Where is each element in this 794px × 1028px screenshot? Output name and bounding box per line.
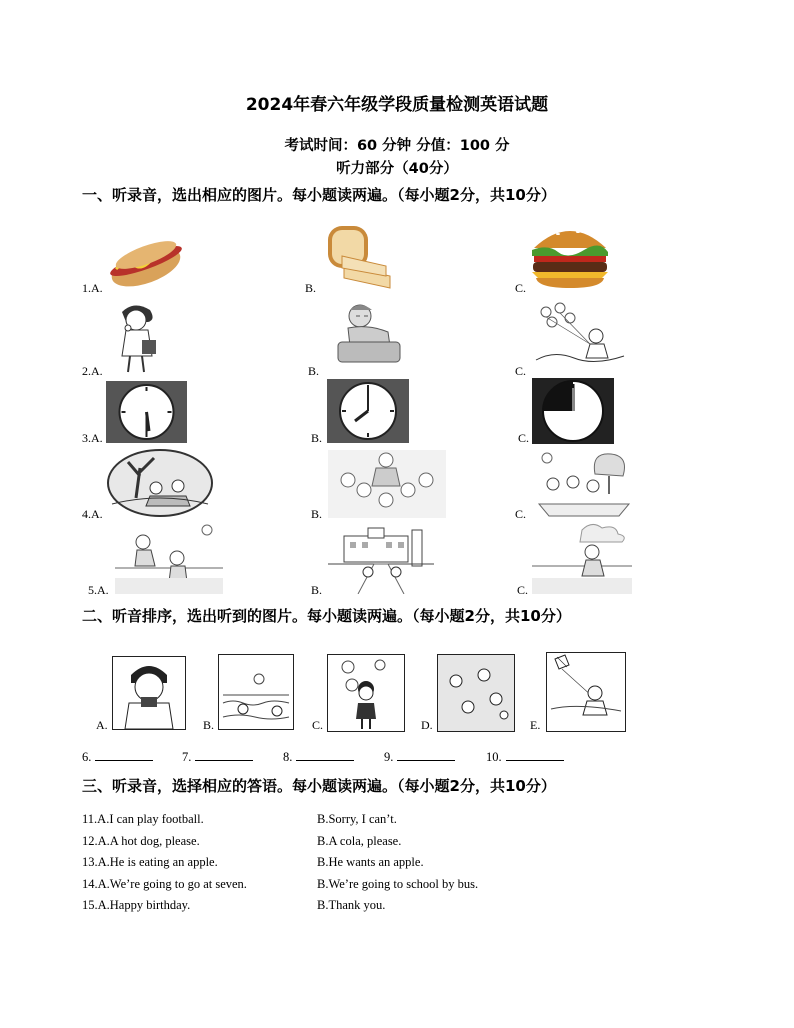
- boy-blowing-bubbles-icon[interactable]: [327, 654, 405, 732]
- q12-option-b[interactable]: B.A cola, please.: [317, 834, 402, 848]
- q1-a-label: 1.A.: [82, 281, 103, 295]
- clock-six-thirty-icon[interactable]: [106, 381, 187, 443]
- q12-option-a[interactable]: 12.A.A hot dog, please.: [82, 834, 200, 848]
- q14-option-a[interactable]: 14.A.We’re going to go at seven.: [82, 877, 247, 891]
- blank-8-label: 8.: [283, 750, 293, 764]
- blank-10-label: 10.: [486, 750, 502, 764]
- boy-flying-kite-icon[interactable]: [546, 652, 626, 732]
- girl-playing-balloons-icon[interactable]: [534, 300, 628, 372]
- kids-playing-park-icon[interactable]: [533, 448, 633, 520]
- q5-a-label: 5.A.: [88, 583, 109, 597]
- s2-option-c: C.: [312, 718, 324, 732]
- q15-option-a[interactable]: 15.A.Happy birthday.: [82, 898, 191, 912]
- q5-b-label: B.: [311, 583, 323, 597]
- bread-icon[interactable]: [320, 220, 400, 292]
- q3-b-label: B.: [311, 431, 323, 445]
- s2-option-b: B.: [203, 718, 215, 732]
- clock-twelve-icon[interactable]: [532, 378, 614, 444]
- s2-option-e: E.: [530, 718, 541, 732]
- q2-b-label: B.: [308, 364, 320, 378]
- boy-running-icon[interactable]: [532, 520, 632, 594]
- blank-9-label: 9.: [384, 750, 394, 764]
- hamburger-icon[interactable]: [528, 218, 612, 292]
- q13-option-a[interactable]: 13.A.He is eating an apple.: [82, 855, 218, 869]
- q4-a-label: 4.A.: [82, 507, 103, 521]
- q1-c-label: C.: [515, 281, 527, 295]
- blank-7-label: 7.: [182, 750, 192, 764]
- answer-blank-8[interactable]: [283, 748, 354, 765]
- answer-blank-9[interactable]: [384, 748, 455, 765]
- q4-c-label: C.: [515, 507, 527, 521]
- hot-dog-icon[interactable]: [106, 229, 186, 291]
- kids-swimming-icon[interactable]: [218, 654, 294, 730]
- q1-b-label: B.: [305, 281, 317, 295]
- clock-eight-icon[interactable]: [327, 379, 409, 443]
- q4-b-label: B.: [311, 507, 323, 521]
- answer-blank-7[interactable]: [182, 748, 253, 765]
- blank-6-label: 6.: [82, 750, 92, 764]
- q2-a-label: 2.A.: [82, 364, 103, 378]
- exam-info: 考试时间：60 分钟 分值：100 分: [284, 138, 510, 154]
- section2-heading: 二、听音排序，选出听到的图片。每小题读两遍。（每小题2分，共10分）: [82, 607, 571, 625]
- q5-c-label: C.: [517, 583, 529, 597]
- section1-heading: 一、听录音，选出相应的图片。每小题读两遍。（每小题2分，共10分）: [82, 186, 556, 204]
- q3-a-label: 3.A.: [82, 431, 103, 445]
- kids-running-icon[interactable]: [115, 520, 223, 594]
- listening-part-label: 听力部分（40分）: [336, 161, 458, 177]
- kids-going-to-school-icon[interactable]: [328, 524, 434, 594]
- boy-eating-icon[interactable]: [112, 656, 186, 730]
- s2-option-d: D.: [421, 718, 433, 732]
- q2-c-label: C.: [515, 364, 527, 378]
- girl-eating-icon[interactable]: [108, 300, 168, 376]
- section3-heading: 三、听录音，选择相应的答语。每小题读两遍。（每小题2分，共10分）: [82, 777, 556, 795]
- s2-option-a: A.: [96, 718, 108, 732]
- teacher-and-kids-icon[interactable]: [328, 450, 446, 518]
- q13-option-b[interactable]: B.He wants an apple.: [317, 855, 424, 869]
- q11-option-a[interactable]: 11.A.I can play football.: [82, 812, 204, 826]
- q11-option-b[interactable]: B.Sorry, I can’t.: [317, 812, 397, 826]
- girl-sleeping-icon[interactable]: [330, 298, 406, 368]
- answer-blank-6[interactable]: [82, 748, 153, 765]
- page-title: 2024年春六年级学段质量检测英语试题: [245, 95, 549, 115]
- q15-option-b[interactable]: B.Thank you.: [317, 898, 386, 912]
- q3-c-label: C.: [518, 431, 530, 445]
- kids-playing-football-icon[interactable]: [437, 654, 515, 732]
- q14-option-b[interactable]: B.We’re going to school by bus.: [317, 877, 479, 891]
- answer-blank-10[interactable]: [486, 748, 564, 765]
- kids-picnic-tree-icon[interactable]: [106, 448, 214, 518]
